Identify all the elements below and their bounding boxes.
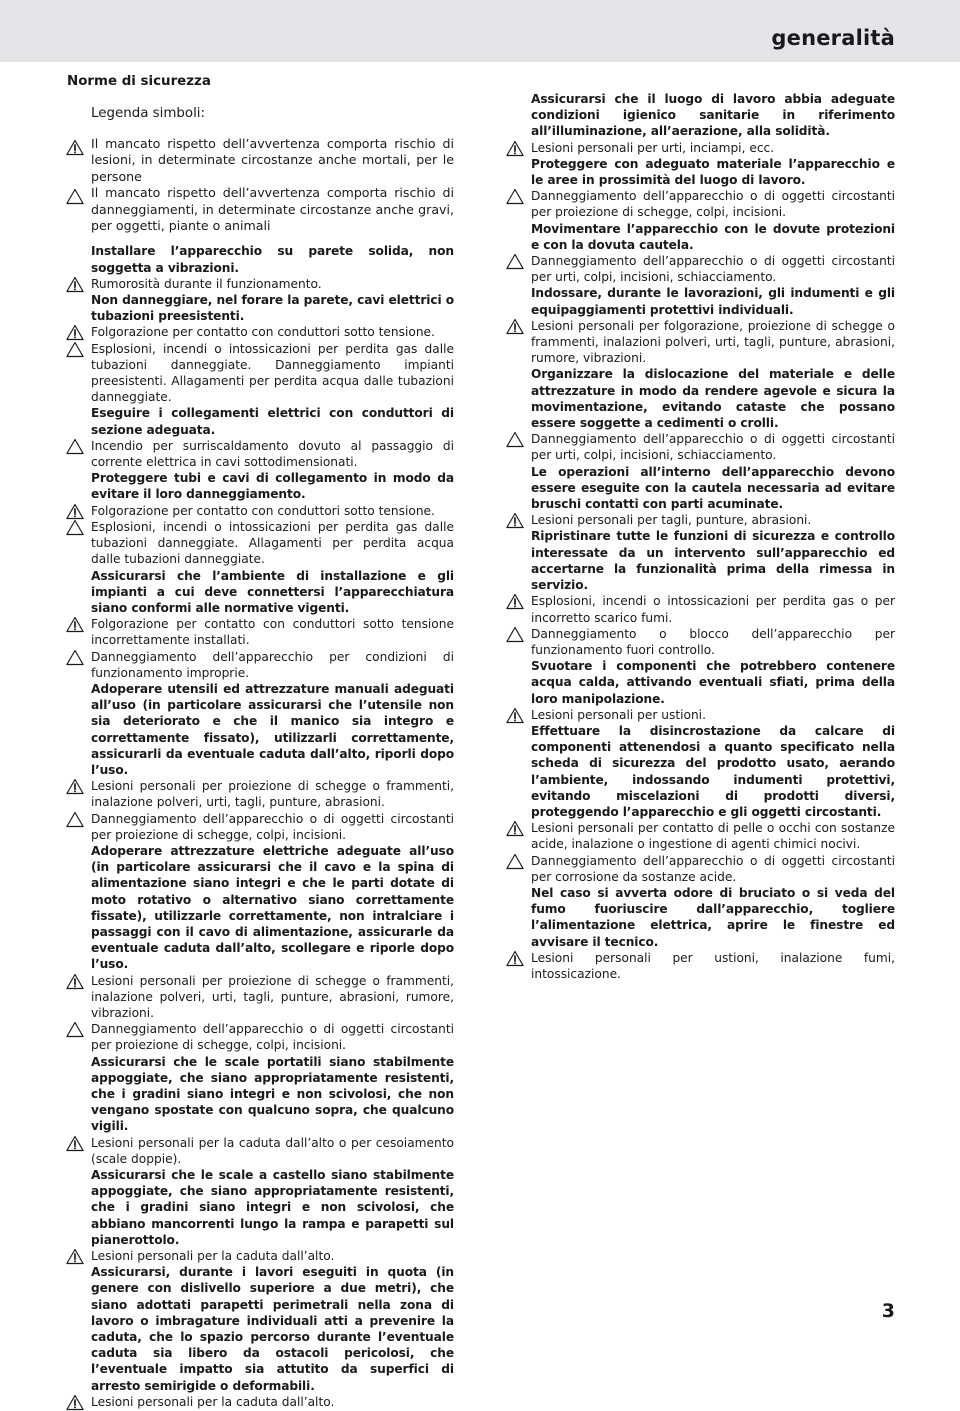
right-rule-risk bbox=[531, 707, 895, 723]
warning-danger-icon bbox=[506, 593, 524, 610]
right-rule-instruction bbox=[531, 221, 895, 253]
legend-item bbox=[91, 136, 454, 185]
warning-danger-icon bbox=[506, 707, 524, 724]
left-rule-risk bbox=[91, 616, 454, 648]
right-rule-text: Lesioni personali per ustioni, inalazione fumi, intossicazione. bbox=[531, 950, 895, 981]
warning-caution-icon bbox=[506, 188, 524, 205]
left-rule-instruction bbox=[91, 470, 454, 502]
right-rule-text: Movimentare l’apparecchio con le dovute protezioni e con la dovuta cautela. bbox=[531, 221, 895, 252]
right-rule-text: Svuotare i componenti che potrebbero contenere acqua calda, attivando eventuali sfiati, prima della loro manipolazione. bbox=[531, 659, 895, 706]
left-rule-text: Lesioni personali per la caduta dall’alto o per cesoiamento (scale doppie). bbox=[91, 1135, 454, 1166]
warning-caution-icon bbox=[66, 188, 84, 205]
right-rule-text: Danneggiamento dell’apparecchio o di oggetti circostanti per urti, colpi, incisioni, schiacciamento. bbox=[531, 254, 895, 285]
warning-danger-icon bbox=[506, 820, 524, 837]
warning-danger-icon bbox=[66, 1135, 84, 1152]
warning-caution-icon bbox=[66, 438, 84, 455]
left-rule-text: Non danneggiare, nel forare la parete, cavi elettrici o tubazioni preesistenti. bbox=[91, 293, 454, 324]
left-rule-instruction bbox=[91, 681, 454, 778]
warning-danger-icon bbox=[506, 318, 524, 335]
left-rule-text: Lesioni personali per proiezione di schegge o frammenti, inalazione polveri, urti, tagli, punture, abrasioni, rumore, vibrazioni. bbox=[91, 973, 454, 1020]
warning-danger-icon bbox=[66, 276, 84, 293]
left-rule-risk bbox=[91, 1135, 454, 1167]
left-rule-text: Folgorazione per contatto con conduttori sotto tensione incorrettamente installati. bbox=[91, 617, 454, 648]
left-rule-risk bbox=[91, 503, 454, 519]
warning-caution-icon bbox=[66, 649, 84, 666]
chapter-title: generalità bbox=[771, 26, 895, 50]
warning-caution-icon bbox=[506, 431, 524, 448]
warning-caution-icon bbox=[506, 253, 524, 270]
warning-danger-icon bbox=[506, 512, 524, 529]
right-rule-text: Lesioni personali per urti, inciampi, ecc. bbox=[531, 140, 775, 155]
left-rule-instruction bbox=[91, 1167, 454, 1248]
left-rule-text: Adoperare attrezzature elettriche adeguate all’uso (in particolare assicurarsi che il cavo e la spina di alimentazione siano integri e che le parti dotate di moto rotativo o alternativo siano correttamente fissate), utilizzarle correttamente, non intralciare i passaggi con il cavo di alimentazione, assicurarle da eventuale caduta dall’alto, scollegare e riporle dopo l’uso. bbox=[91, 843, 454, 972]
warning-caution-icon bbox=[506, 626, 524, 643]
legend-label: Legenda simboli: bbox=[91, 106, 206, 121]
warning-caution-icon bbox=[66, 811, 84, 828]
left-rule-text: Danneggiamento dell’apparecchio o di oggetti circostanti per proiezione di schegge, colpi, incisioni. bbox=[91, 1022, 454, 1053]
left-rule-text: Folgorazione per contatto con conduttori sotto tensione. bbox=[91, 503, 435, 518]
right-rule-instruction bbox=[531, 285, 895, 317]
left-rule-text: Danneggiamento dell’apparecchio per condizioni di funzionamento improprie. bbox=[91, 649, 454, 680]
warning-danger-icon bbox=[66, 616, 84, 633]
left-rule-risk bbox=[91, 324, 454, 340]
right-rule-risk bbox=[531, 318, 895, 367]
section-title: Norme di sicurezza bbox=[67, 74, 211, 89]
right-rule-risk bbox=[531, 853, 895, 885]
right-rule-instruction bbox=[531, 156, 895, 188]
left-rule-instruction bbox=[91, 405, 454, 437]
legend-text: Il mancato rispetto dell’avvertenza comporta rischio di danneggiamenti, in determinate circostanze anche gravi, per oggetti, piante o animali bbox=[91, 185, 454, 234]
left-rule-text: Eseguire i collegamenti elettrici con conduttori di sezione adeguata. bbox=[91, 406, 454, 437]
right-rule-text: Proteggere con adeguato materiale l’apparecchio e le aree in prossimità del luogo di lavoro. bbox=[531, 156, 895, 188]
right-rule-instruction bbox=[531, 723, 895, 820]
left-rule-text: Adoperare utensili ed attrezzature manuali adeguati all’uso (in particolare assicurarsi che l’utensile non sia deteriorato e che il manico sia integro e correttamente fissato), utilizzarli correttamente, assicurarli da eventuale caduta dall’alto, riporli dopo l’uso. bbox=[91, 681, 454, 777]
left-rule-text: Danneggiamento dell’apparecchio o di oggetti circostanti per proiezione di schegge, colpi, incisioni. bbox=[91, 811, 454, 842]
warning-caution-icon bbox=[66, 1021, 84, 1038]
legend-text: Il mancato rispetto dell’avvertenza comporta rischio di lesioni, in determinate circostanze anche mortali, per le persone bbox=[91, 136, 454, 184]
right-rule-text: Assicurarsi che il luogo di lavoro abbia adeguate condizioni igienico sanitarie in riferimento all’illuminazione, all’aerazione, alla solidità. bbox=[531, 92, 895, 139]
left-rule-text: Lesioni personali per la caduta dall’alto. bbox=[91, 1394, 335, 1409]
right-rule-risk bbox=[531, 188, 895, 220]
right-rules bbox=[531, 91, 895, 982]
warning-danger-icon bbox=[66, 1248, 84, 1265]
left-rule-text: Lesioni personali per la caduta dall’alto. bbox=[91, 1249, 335, 1264]
right-rule-instruction bbox=[531, 464, 895, 513]
warning-caution-icon bbox=[66, 341, 84, 358]
left-rule-risk bbox=[91, 276, 454, 292]
left-rule-text: Proteggere tubi e cavi di collegamento in modo da evitare il loro danneggiamento. bbox=[91, 471, 454, 502]
right-rule-text: Effettuare la disincrostazione da calcare di componenti attenendosi a quanto specificato nella scheda di sicurezza del prodotto usato, aerando l’ambiente, indossando indumenti protettivi, evitando miscelazioni di prodotti diversi, proteggendo l’apparecchio e gli oggetti circostanti. bbox=[531, 723, 895, 819]
right-rule-risk bbox=[531, 431, 895, 463]
page-number: 3 bbox=[881, 1300, 895, 1322]
right-rule-text: Esplosioni, incendi o intossicazioni per perdita gas o per incorretto scarico fumi. bbox=[531, 594, 895, 625]
right-column bbox=[531, 91, 895, 982]
right-rule-text: Lesioni personali per contatto di pelle o occhi con sostanze acide, inalazione o ingestione di agenti chimici nocivi. bbox=[531, 821, 895, 852]
left-rule-risk bbox=[91, 1021, 454, 1053]
right-rule-instruction bbox=[531, 658, 895, 707]
left-rule-text: Rumorosità durante il funzionamento. bbox=[91, 276, 322, 291]
left-column bbox=[91, 136, 454, 1410]
right-rule-text: Lesioni personali per folgorazione, proiezione di schegge o frammenti, inalazioni polveri, urti, tagli, punture, abrasioni, rumore, vibrazioni. bbox=[531, 318, 895, 366]
right-rule-risk bbox=[531, 820, 895, 852]
warning-danger-icon bbox=[506, 950, 524, 967]
left-rule-risk bbox=[91, 1248, 454, 1264]
legend-list bbox=[91, 136, 454, 234]
left-rule-text: Assicurarsi che l’ambiente di installazione e gli impianti a cui deve connettersi l’apparecchiatura siano conformi alle normative vigenti. bbox=[91, 568, 454, 615]
right-rule-text: Danneggiamento dell’apparecchio o di oggetti circostanti per proiezione di schegge, colpi, incisioni. bbox=[531, 189, 895, 220]
warning-danger-icon bbox=[66, 139, 84, 156]
right-rule-text: Danneggiamento dell’apparecchio o di oggetti circostanti per corrosione da sostanze acide. bbox=[531, 853, 895, 884]
left-rules bbox=[91, 243, 454, 1410]
warning-danger-icon bbox=[66, 778, 84, 795]
right-rule-instruction bbox=[531, 528, 895, 593]
legend-item bbox=[91, 185, 454, 234]
left-rule-instruction bbox=[91, 568, 454, 617]
left-rule-text: Assicurarsi che le scale portatili siano stabilmente appoggiate, che siano appropriatamente resistenti, che i gradini siano integri e non scivolosi, che non vengano spostate con qualcuno sopra, che qualcuno vigili. bbox=[91, 1054, 454, 1134]
right-rule-text: Danneggiamento dell’apparecchio o di oggetti circostanti per urti, colpi, incisioni, schiacciamento. bbox=[531, 432, 895, 463]
left-rule-text: Esplosioni, incendi o intossicazioni per perdita gas dalle tubazioni danneggiate. Danneggiamento impianti preesistenti. Allagamenti per perdita acqua dalle tubazioni danneggiate. bbox=[91, 341, 454, 405]
warning-caution-icon bbox=[506, 853, 524, 870]
right-rule-text: Nel caso si avverta odore di bruciato o si veda del fumo fuoriuscire dall’apparecchio, togliere l’alimentazione elettrica, aprire le finestre ed avvisare il tecnico. bbox=[531, 885, 895, 949]
left-rule-instruction bbox=[91, 243, 454, 275]
warning-danger-icon bbox=[66, 1394, 84, 1411]
left-rule-risk bbox=[91, 811, 454, 843]
left-rule-risk bbox=[91, 341, 454, 406]
left-rule-text: Assicurarsi, durante i lavori eseguiti in quota (in genere con dislivello superiore a due metri), che siano adottati parapetti perimetrali nella zona di lavoro o imbragature individuali atti a prevenire la caduta, che lo spazio percorso durante l’eventuale caduta sia libero da ostacoli pericolosi, che l’eventuale impatto sia attutito da superfici di arresto semirigide o deformabili. bbox=[91, 1265, 454, 1393]
right-rule-risk bbox=[531, 140, 895, 156]
right-rule-risk bbox=[531, 593, 895, 625]
warning-danger-icon bbox=[66, 324, 84, 341]
right-rule-risk bbox=[531, 512, 895, 528]
right-rule-text: Le operazioni all’interno dell’apparecchio devono essere eseguite con la cautela necessaria ad evitare bruschi contatti con parti acuminate. bbox=[531, 464, 895, 512]
left-rule-text: Assicurarsi che le scale a castello siano stabilmente appoggiate, che siano appropriatamente resistenti, che i gradini siano integri e non scivolosi, che abbiano mancorrenti lungo la rampa e parapetti sul pianerottolo. bbox=[91, 1168, 454, 1247]
right-rule-instruction bbox=[531, 885, 895, 950]
right-rule-text: Lesioni personali per tagli, punture, abrasioni. bbox=[531, 513, 812, 528]
left-rule-risk bbox=[91, 778, 454, 810]
right-rule-text: Indossare, durante le lavorazioni, gli indumenti e gli equipaggiamenti protettivi individuali. bbox=[531, 286, 895, 317]
warning-danger-icon bbox=[66, 973, 84, 990]
right-rule-instruction bbox=[531, 91, 895, 140]
left-rule-text: Lesioni personali per proiezione di schegge o frammenti, inalazione polveri, urti, tagli, punture, abrasioni. bbox=[91, 779, 454, 810]
right-rule-text: Lesioni personali per ustioni. bbox=[531, 707, 706, 722]
left-rule-risk bbox=[91, 649, 454, 681]
left-rule-text: Folgorazione per contatto con conduttori sotto tensione. bbox=[91, 325, 435, 340]
warning-danger-icon bbox=[66, 503, 84, 520]
left-rule-risk bbox=[91, 519, 454, 568]
left-rule-risk bbox=[91, 438, 454, 470]
left-rule-text: Incendio per surriscaldamento dovuto al passaggio di corrente elettrica in cavi sottodimensionati. bbox=[91, 438, 454, 470]
left-rule-instruction bbox=[91, 1264, 454, 1394]
right-rule-text: Organizzare la dislocazione del materiale e delle attrezzature in modo da rendere agevole e sicura la movimentazione, evitando cataste che possano essere soggette a cedimenti o crolli. bbox=[531, 367, 895, 431]
right-rule-text: Ripristinare tutte le funzioni di sicurezza e controllo interessate da un intervento sull’apparecchio ed accertarne la funzionalità prima della rimessa in servizio. bbox=[531, 529, 895, 593]
right-rule-instruction bbox=[531, 366, 895, 431]
right-rule-risk bbox=[531, 950, 895, 982]
left-rule-risk bbox=[91, 973, 454, 1022]
right-rule-risk bbox=[531, 626, 895, 658]
warning-danger-icon bbox=[506, 140, 524, 157]
warning-caution-icon bbox=[66, 519, 84, 536]
right-rule-text: Danneggiamento o blocco dell’apparecchio per funzionamento fuori controllo. bbox=[531, 626, 895, 657]
left-rule-text: Installare l’apparecchio su parete solida, non soggetta a vibrazioni. bbox=[91, 244, 454, 275]
left-rule-risk bbox=[91, 1394, 454, 1410]
left-rule-text: Esplosioni, incendi o intossicazioni per perdita gas dalle tubazioni danneggiate. Allagamenti per perdita acqua dalle tubazioni danneggiate. bbox=[91, 519, 454, 567]
left-rule-instruction bbox=[91, 1054, 454, 1135]
left-rule-instruction bbox=[91, 843, 454, 973]
right-rule-risk bbox=[531, 253, 895, 285]
left-rule-instruction bbox=[91, 292, 454, 324]
